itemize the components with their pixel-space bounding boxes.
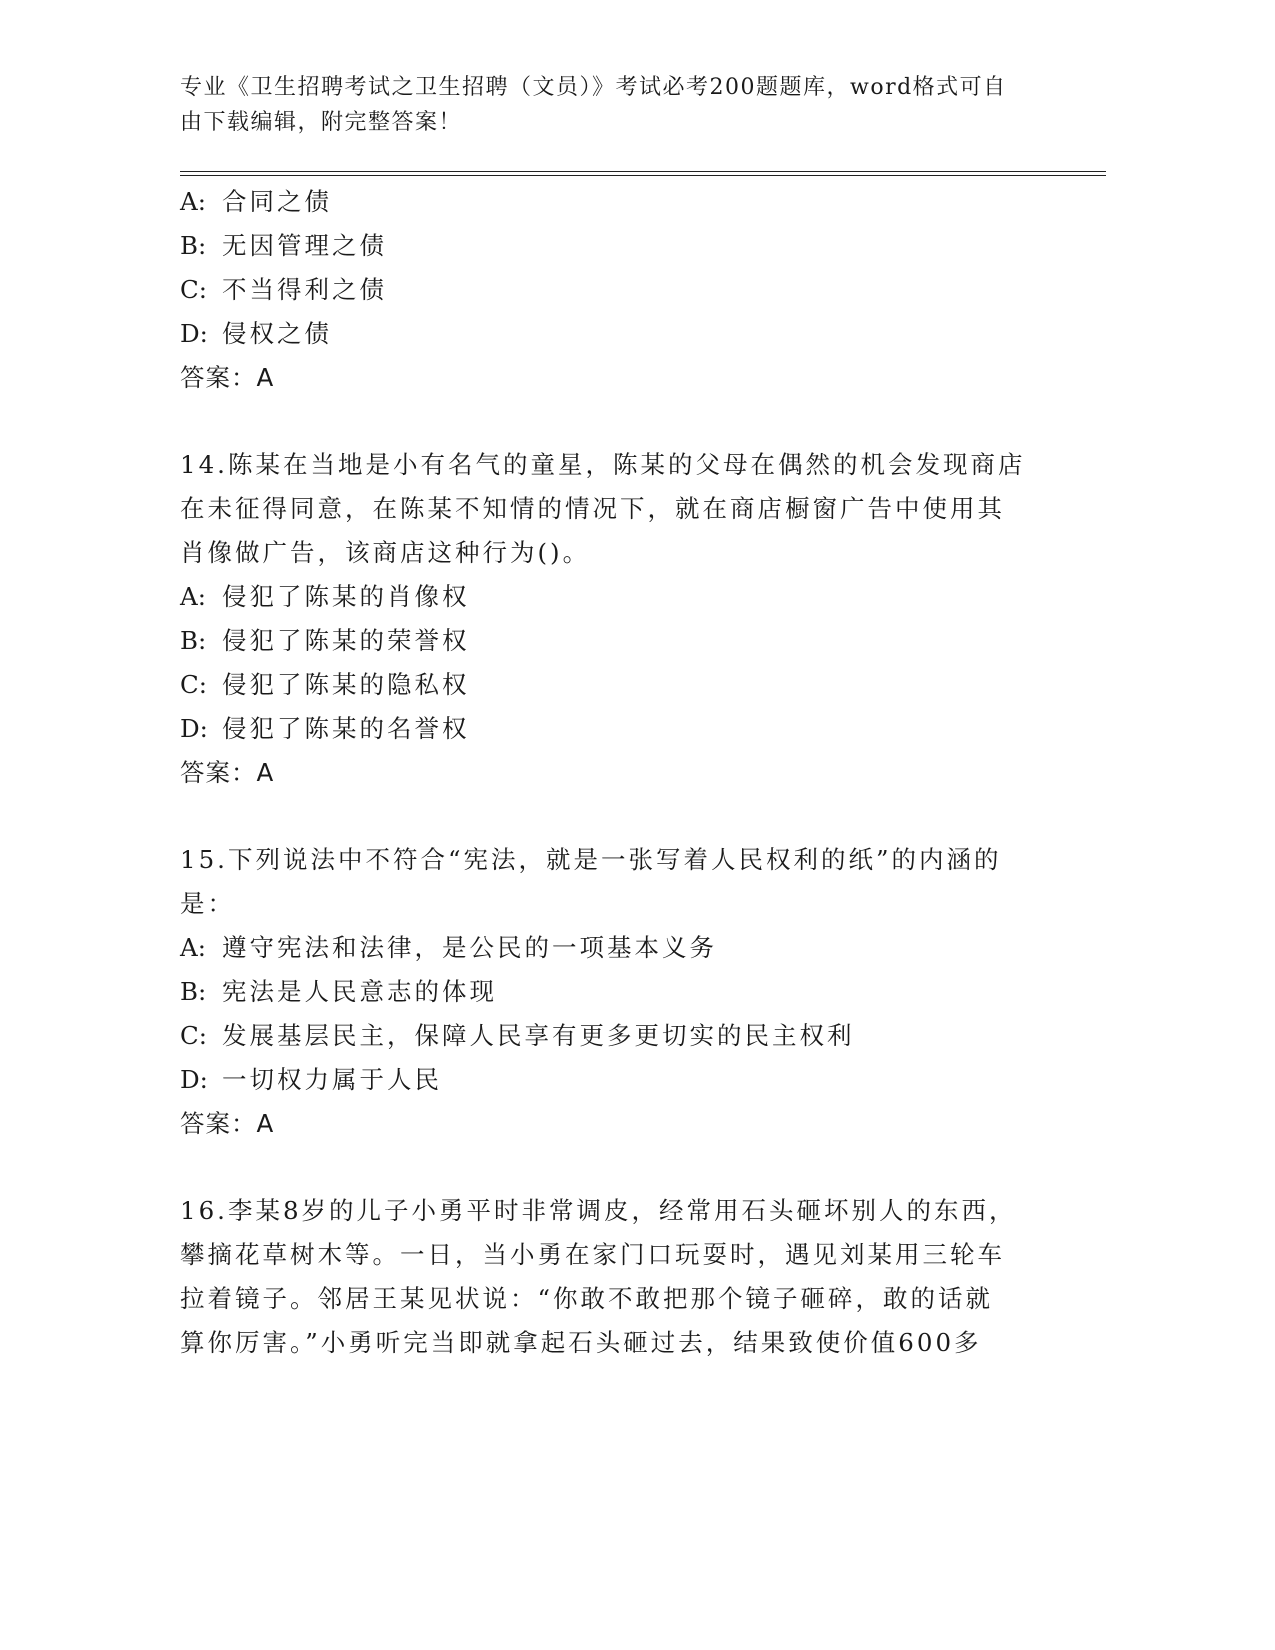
option-label: D:: [180, 1065, 208, 1094]
option-label: C:: [180, 1021, 208, 1050]
option-c: [180, 663, 1040, 707]
option-a: [180, 575, 1040, 619]
option-label: B:: [180, 626, 207, 655]
question-13: [180, 180, 1040, 400]
option-c: [180, 268, 1040, 312]
option-label: D:: [180, 319, 208, 348]
answer-line: 答案：A: [180, 363, 275, 392]
stem-line: 15.下列说法中不符合“宪法，就是一张写着人民权利的纸”的内涵的: [180, 845, 1002, 874]
header-line-2: 由下载编辑，附完整答案！: [180, 110, 463, 135]
option-label: A:: [180, 933, 206, 962]
option-text: 侵犯了陈某的名誉权: [222, 714, 470, 743]
option-text: 侵权之债: [222, 319, 332, 348]
document-header: [180, 70, 1040, 140]
option-a: [180, 180, 1040, 224]
stem-line: 算你厉害。”小勇听完当即就拿起石头砸过去，结果致使价值600多: [180, 1328, 982, 1357]
option-d: [180, 1058, 1040, 1102]
option-b: [180, 224, 1040, 268]
question-15: [180, 838, 1040, 1146]
option-label: B:: [180, 231, 207, 260]
option-label: C:: [180, 275, 208, 304]
stem-line: 14.陈某在当地是小有名气的童星，陈某的父母在偶然的机会发现商店: [180, 450, 1026, 479]
question-stem: [180, 1189, 1040, 1365]
option-b: [180, 619, 1040, 663]
option-text: 合同之债: [222, 187, 332, 216]
answer-line: 答案：A: [180, 1109, 275, 1138]
header-rule-top: [180, 171, 1106, 172]
answer-line: 答案：A: [180, 758, 275, 787]
option-text: 一切权力属于人民: [222, 1065, 442, 1094]
question-spacer: [180, 795, 1040, 838]
header-rule-bottom: [180, 175, 1106, 176]
option-label: B:: [180, 977, 207, 1006]
option-label: D:: [180, 714, 208, 743]
option-text: 发展基层民主，保障人民享有更多更切实的民主权利: [222, 1021, 855, 1050]
stem-line: 16.李某8岁的儿子小勇平时非常调皮，经常用石头砸坏别人的东西，: [180, 1196, 1017, 1225]
option-a: [180, 926, 1040, 970]
stem-line: 拉着镜子。邻居王某见状说：“你敢不敢把那个镜子砸碎，敢的话就: [180, 1284, 994, 1313]
option-b: [180, 970, 1040, 1014]
option-text: 无因管理之债: [222, 231, 387, 260]
question-16: [180, 1189, 1040, 1365]
option-text: 不当得利之债: [222, 275, 387, 304]
stem-line: 在未征得同意，在陈某不知情的情况下，就在商店橱窗广告中使用其: [180, 494, 1005, 523]
option-label: C:: [180, 670, 208, 699]
option-text: 侵犯了陈某的荣誉权: [222, 626, 470, 655]
header-line-1: 专业《卫生招聘考试之卫生招聘（文员）》考试必考200题题库，word格式可自: [180, 75, 1007, 100]
option-label: A:: [180, 582, 206, 611]
option-text: 宪法是人民意志的体现: [222, 977, 497, 1006]
question-spacer: [180, 400, 1040, 443]
stem-line: 攀摘花草树木等。一日，当小勇在家门口玩耍时，遇见刘某用三轮车: [180, 1240, 1005, 1269]
question-spacer: [180, 1146, 1040, 1189]
option-text: 侵犯了陈某的隐私权: [222, 670, 470, 699]
stem-line: 是：: [180, 889, 235, 918]
document-body: [180, 180, 1040, 1365]
option-text: 遵守宪法和法律，是公民的一项基本义务: [222, 933, 717, 962]
option-label: A:: [180, 187, 206, 216]
question-stem: [180, 838, 1040, 926]
stem-line: 肖像做广告，该商店这种行为()。: [180, 538, 591, 567]
option-text: 侵犯了陈某的肖像权: [222, 582, 470, 611]
option-d: [180, 312, 1040, 356]
question-stem: [180, 443, 1040, 575]
option-c: [180, 1014, 1040, 1058]
question-14: [180, 443, 1040, 795]
option-d: [180, 707, 1040, 751]
